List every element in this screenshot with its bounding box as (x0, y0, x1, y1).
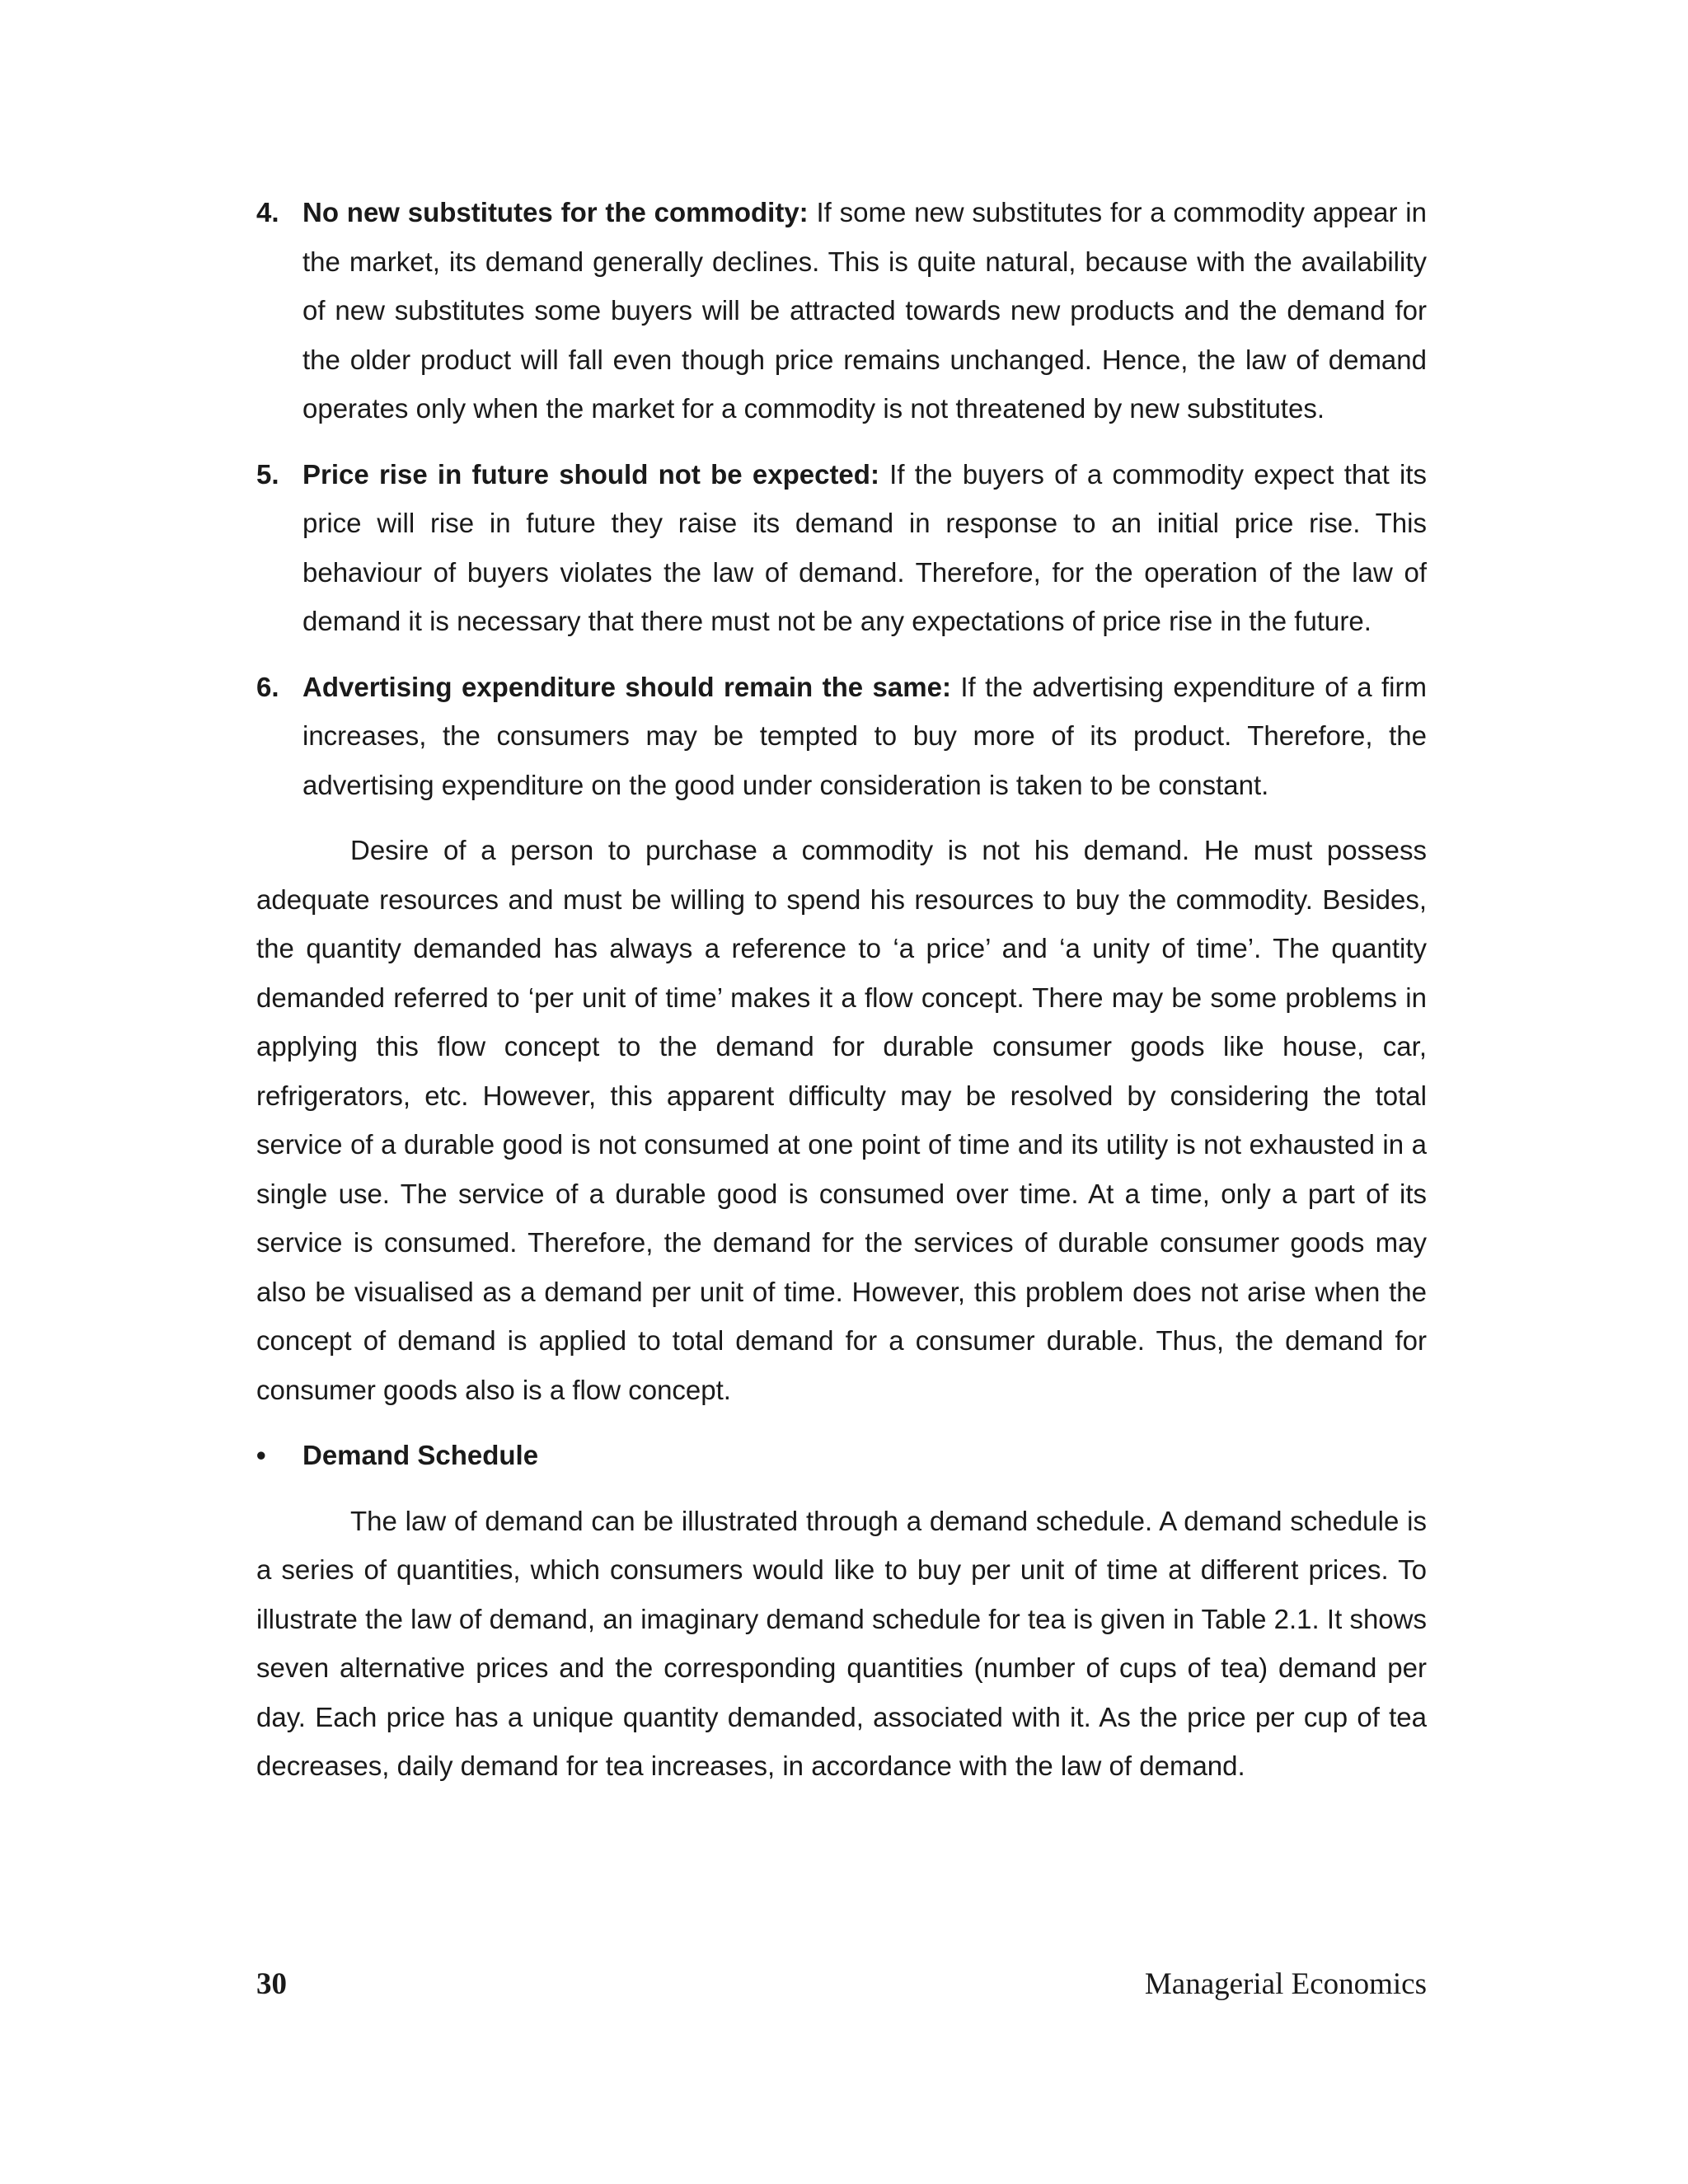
list-item-number: 5. (256, 458, 279, 490)
list-item-number: 6. (256, 671, 279, 702)
list-item-text: If some new substitutes for a commodity appear in the market, its demand generally declines. This is quite natural, because with the availability of new substitutes some buyers will be attracted towards new products and the demand for the older product will fall even though price remains unchanged. Hence, the law of demand operates only when the market for a commodity is not threatened by new substitutes. (302, 197, 1427, 424)
section-heading-demand-schedule (256, 1431, 1427, 1480)
page-body (256, 188, 1427, 1807)
bullet-icon: • (256, 1440, 266, 1470)
paragraph-flow-concept: Desire of a person to purchase a commodity is not his demand. He must possess adequate resources and must be willing to spend his resources to buy the commodity. Besides, the quantity demanded has always a reference to ‘a price’ and ‘a unity of time’. The quantity demanded referred to ‘per unit of time’ makes it a flow concept. There may be some problems in applying this flow concept to the demand for durable consumer goods like house, car, refrigerators, etc. However, this apparent difficulty may be resolved by considering the total service of a durable good is not consumed at one point of time and its utility is not exhausted in a single use. The service of a durable good is consumed over time. At a time, only a part of its service is consumed. Therefore, the demand for the services of durable consumer goods may also be visualised as a demand per unit of time. However, this problem does not arise when the concept of demand is applied to total demand for a consumer durable. Thus, the demand for consumer goods also is a flow concept. (256, 835, 1427, 1405)
list-item-no-new-substitutes (256, 188, 1427, 434)
section-heading-text: Demand Schedule (302, 1440, 539, 1470)
list-item-text: If the buyers of a commodity expect that its price will rise in future they raise its demand in response to an initial price rise. This behaviour of buyers violates the law of demand. Therefore, for the operation of the law of demand it is necessary that there must not be any expectations of price rise in the future. (302, 458, 1427, 636)
paragraph-demand-schedule: The law of demand can be illustrated through a demand schedule. A demand schedule is a series of quantities, which consumers would like to buy per unit of time at different prices. To illustrate the law of demand, an imaginary demand schedule for tea is given in Table 2.1. It shows seven alternative prices and the corresponding quantities (number of cups of tea) demand per day. Each price has a unique quantity demanded, associated with it. As the price per cup of tea decreases, daily demand for tea increases, in accordance with the law of demand. (256, 1505, 1427, 1781)
list-item-price-rise-future (256, 450, 1427, 646)
list-item-advertising-expenditure (256, 663, 1427, 810)
page-footer (256, 1966, 1427, 2008)
list-item-heading: No new substitutes for the commodity: (302, 197, 817, 227)
list-item-number: 4. (256, 197, 279, 227)
page-number: 30 (256, 1967, 287, 2001)
list-item-text: If the advertising expenditure of a firm increases, the consumers may be tempted to buy more of its product. Therefore, the advertising expenditure on the good under consideration is taken to be constant. (302, 671, 1427, 800)
list-item-heading: Price rise in future should not be expected: (302, 458, 890, 490)
book-title: Managerial Economics (1144, 1967, 1427, 2001)
list-item-heading: Advertising expenditure should remain the same: (302, 671, 961, 702)
